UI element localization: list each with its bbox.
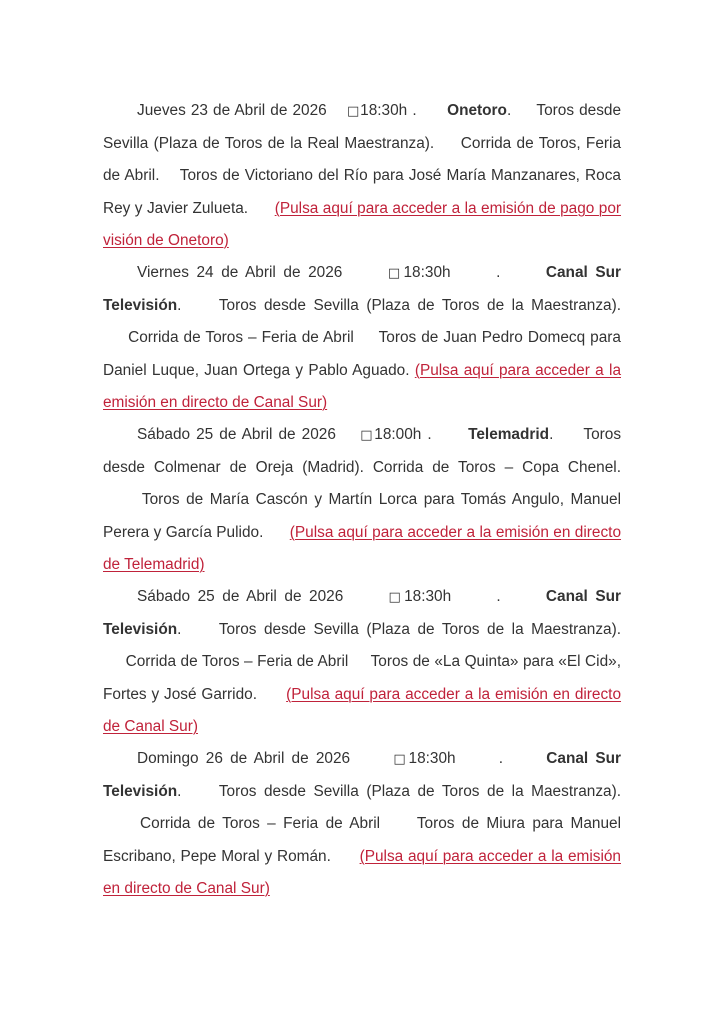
broadcast-description: Toros desde Sevilla (Plaza de Toros de la Maestranza). — [218, 621, 621, 639]
broadcast-date: Sábado 25 de Abril de 2026 — [137, 588, 344, 606]
broadcast-entry: Domingo 26 de Abril de 2026 □18:30h . Canal Sur Televisión. Toros desde Sevilla (Plaza de Toros de la Maestranza). Corrida de Toros – Feria de Abril Toros de Miura para Manuel Escribano, Pepe Moral y Román. (Pulsa aquí para acceder a la emisión en directo de Canal Sur) — [103, 750, 622, 897]
separator: . — [412, 102, 417, 119]
clock-icon: □ — [388, 590, 405, 606]
event-name: Corrida de Toros, Feria de Abril. — [103, 135, 622, 185]
clock-icon: □ — [387, 266, 404, 282]
broadcast-entry: Jueves 23 de Abril de 2026 □18:30h . Onetoro. Toros desde Sevilla (Plaza de Toros de la Real Maestranza). Corrida de Toros, Feria de Abril. Toros de Victoriano del Río para José María Manzanares, Roca Rey y Javier Zulueta. (Pulsa aquí para acceder a la emisión de pago por visión de Onetoro) — [103, 102, 622, 249]
clock-icon: □ — [360, 428, 375, 444]
separator: . — [496, 264, 501, 282]
clock-icon: □ — [393, 752, 409, 768]
broadcast-time: 18:30h — [403, 264, 451, 282]
broadcast-description: Toros desde Colmenar de Oreja (Madrid). — [103, 426, 622, 477]
bulls-and-bullfighters: Toros de Miura para Manuel Escribano, Pepe Moral y Román. — [103, 815, 622, 865]
broadcast-link[interactable]: (Pulsa aquí para acceder a la emisión en directo de Telemadrid) — [103, 523, 622, 573]
broadcast-link[interactable]: (Pulsa aquí para acceder a la emisión en directo de Canal Sur) — [103, 685, 622, 735]
broadcast-date: Jueves 23 de Abril de 2026 — [137, 102, 327, 119]
bulls-and-bullfighters: Toros de Juan Pedro Domecq para Daniel Luque, Juan Ortega y Pablo Aguado. — [103, 329, 621, 379]
event-name: Corrida de Toros – Feria de Abril — [128, 329, 354, 347]
broadcast-link[interactable]: (Pulsa aquí para acceder a la emisión en directo de Canal Sur) — [103, 361, 621, 411]
bulls-and-bullfighters: Toros de María Cascón y Martín Lorca para Tomás Angulo, Manuel Perera y García Pulido. — [103, 491, 622, 541]
channel-name: Telemadrid — [468, 426, 550, 444]
separator: . — [496, 588, 501, 606]
broadcast-time: 18:00h — [374, 426, 422, 444]
broadcast-link[interactable]: (Pulsa aquí para acceder a la emisión en directo de Canal Sur) — [103, 847, 621, 897]
broadcast-time: 18:30h — [404, 588, 452, 606]
broadcast-time: 18:30h — [360, 102, 408, 119]
broadcast-link[interactable]: (Pulsa aquí para acceder a la emisión de pago por visión de Onetoro) — [103, 199, 622, 249]
channel-name: Onetoro — [447, 102, 507, 119]
broadcast-description: Toros desde Sevilla (Plaza de Toros de la Maestranza). — [218, 783, 621, 801]
broadcast-description: Toros desde Sevilla (Plaza de Toros de la Real Maestranza). — [103, 102, 622, 153]
broadcast-description: Toros desde Sevilla (Plaza de Toros de la Maestranza). — [218, 297, 621, 315]
bulls-and-bullfighters: Toros de «La Quinta» para «El Cid», Fortes y José Garrido. — [103, 653, 621, 703]
channel-name: Canal Sur Televisión — [103, 588, 622, 639]
channel-name: Canal Sur Televisión — [103, 264, 622, 315]
separator: . — [498, 750, 504, 768]
broadcast-entry: Viernes 24 de Abril de 2026 □18:30h . Canal Sur Televisión. Toros desde Sevilla (Plaza de Toros de la Maestranza). Corrida de Toros – Feria de Abril Toros de Juan Pedro Domecq para Daniel Luque, Juan Ortega y Pablo Aguado. (Pulsa aquí para acceder a la emisión en directo de Canal Sur) — [103, 264, 622, 411]
event-name: Corrida de Toros – Feria de Abril — [125, 653, 349, 671]
broadcast-entry: Sábado 25 de Abril de 2026 □18:30h . Canal Sur Televisión. Toros desde Sevilla (Plaza de Toros de la Maestranza). Corrida de Toros – Feria de Abril Toros de «La Quinta» para «El Cid», Fortes y José Garrido. (Pulsa aquí para acceder a la emisión en directo de Canal Sur) — [103, 588, 622, 735]
broadcast-date: Viernes 24 de Abril de 2026 — [137, 264, 343, 282]
bulls-and-bullfighters: Toros de Victoriano del Río para José María Manzanares, Roca Rey y Javier Zulueta. — [103, 167, 621, 217]
clock-icon: □ — [347, 104, 361, 119]
event-name: Corrida de Toros – Copa Chenel. — [372, 459, 621, 477]
broadcast-entry: Sábado 25 de Abril de 2026 □18:00h . Telemadrid. Toros desde Colmenar de Oreja (Madrid). Corrida de Toros – Copa Chenel. Toros de María Cascón y Martín Lorca para Tomás Angulo, Manuel Perera y García Pulido. (Pulsa aquí para acceder a la emisión en directo de Telemadrid) — [103, 426, 622, 573]
broadcast-date: Domingo 26 de Abril de 2026 — [137, 750, 351, 768]
broadcast-time: 18:30h — [408, 750, 456, 768]
broadcast-date: Sábado 25 de Abril de 2026 — [137, 426, 336, 444]
channel-name: Canal Sur Televisión — [103, 750, 622, 801]
event-name: Corrida de Toros – Feria de Abril — [140, 815, 381, 833]
separator: . — [427, 426, 432, 444]
document-page — [103, 95, 621, 905]
